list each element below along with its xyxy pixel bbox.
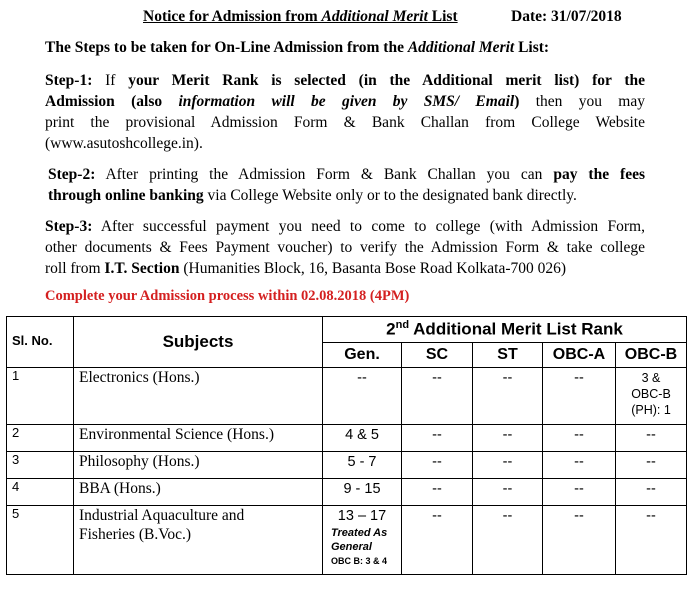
sc-cell: --	[402, 479, 473, 506]
column-header-gen: Gen.	[323, 343, 402, 368]
gen-cell: 5 - 7	[323, 452, 402, 479]
column-group-header-merit-rank: 2nd Additional Merit List Rank	[323, 317, 687, 343]
table-header-row	[7, 317, 687, 343]
subject-cell	[74, 506, 323, 575]
sl-cell: 2	[7, 425, 74, 452]
obc-b-line: (PH): 1	[631, 403, 671, 417]
obc-b-cell: --	[616, 425, 687, 452]
obc-a-cell: --	[543, 368, 616, 425]
subject-line: Fisheries (B.Voc.)	[79, 526, 192, 543]
st-cell: --	[473, 368, 543, 425]
gen-cell: 4 & 5	[323, 425, 402, 452]
merit-list-table	[6, 316, 687, 575]
table-row	[7, 452, 687, 479]
obc-b-cell: --	[616, 506, 687, 575]
step-1-paragraph: Step-1: If your Merit Rank is selected (in the Additional merit list) for the Admission (also information will be given by SMS/ Email) then you may print the provisional Admission Form & Bank Challan from College Website (www.asutoshcollege.in).	[45, 72, 645, 152]
obc-a-cell: --	[543, 479, 616, 506]
obc-a-cell: --	[543, 506, 616, 575]
obc-b-line: OBC-B	[631, 387, 671, 401]
obc-b-cell	[616, 368, 687, 425]
column-header-obc-b: OBC-B	[616, 343, 687, 368]
sc-cell: --	[402, 425, 473, 452]
gen-note-line: OBC B: 3 & 4	[331, 556, 388, 566]
subject-cell: BBA (Hons.)	[74, 479, 323, 506]
subject-cell: Electronics (Hons.)	[74, 368, 323, 425]
column-header-subjects: Subjects	[74, 317, 323, 368]
sl-cell: 1	[7, 368, 74, 425]
column-header-obc-a: OBC-A	[543, 343, 616, 368]
st-cell: --	[473, 479, 543, 506]
gen-rank: 13 – 17	[337, 508, 387, 524]
sl-cell: 4	[7, 479, 74, 506]
gen-cell	[323, 506, 402, 575]
column-header-st: ST	[473, 343, 543, 368]
step-2-paragraph: Step-2: After printing the Admission Form & Bank Challan you can pay the fees through online banking via College Website only or to the designated bank directly.	[48, 166, 645, 204]
sl-cell: 5	[7, 506, 74, 575]
notice-date: Date: 31/07/2018	[511, 8, 622, 25]
obc-a-cell: --	[543, 452, 616, 479]
table-row	[7, 368, 687, 425]
subject-cell: Environmental Science (Hons.)	[74, 425, 323, 452]
st-cell: --	[473, 425, 543, 452]
subject-line: Industrial Aquaculture and	[79, 507, 245, 524]
obc-b-cell: --	[616, 452, 687, 479]
sc-cell: --	[402, 506, 473, 575]
obc-b-line: 3 &	[641, 371, 661, 385]
deadline-notice: Complete your Admission process within 02.08.2018 (4PM)	[45, 288, 410, 304]
column-header-sl-no: Sl. No.	[7, 317, 74, 368]
st-cell: --	[473, 506, 543, 575]
gen-note	[323, 526, 401, 568]
obc-b-cell: --	[616, 479, 687, 506]
notice-heading: Notice for Admission from Additional Merit List	[143, 8, 458, 25]
gen-note-line: General	[331, 541, 372, 553]
steps-heading: The Steps to be taken for On-Line Admission from the Additional Merit List:	[45, 39, 550, 56]
subject-cell: Philosophy (Hons.)	[74, 452, 323, 479]
st-cell: --	[473, 452, 543, 479]
sc-cell: --	[402, 368, 473, 425]
sc-cell: --	[402, 452, 473, 479]
table-row	[7, 425, 687, 452]
gen-cell: 9 - 15	[323, 479, 402, 506]
obc-a-cell: --	[543, 425, 616, 452]
sl-cell: 3	[7, 452, 74, 479]
gen-note-line: Treated As	[331, 527, 388, 539]
column-header-sc: SC	[402, 343, 473, 368]
gen-cell: --	[323, 368, 402, 425]
table-row	[7, 506, 687, 575]
table-row	[7, 479, 687, 506]
step-3-paragraph: Step-3: After successful payment you need to come to college (with Admission Form, other documents & Fees Payment voucher) to verify the Admission Form & take college roll from I.T. Section (Humanities Block, 16, Basanta Bose Road Kolkata-700 026)	[45, 218, 645, 277]
